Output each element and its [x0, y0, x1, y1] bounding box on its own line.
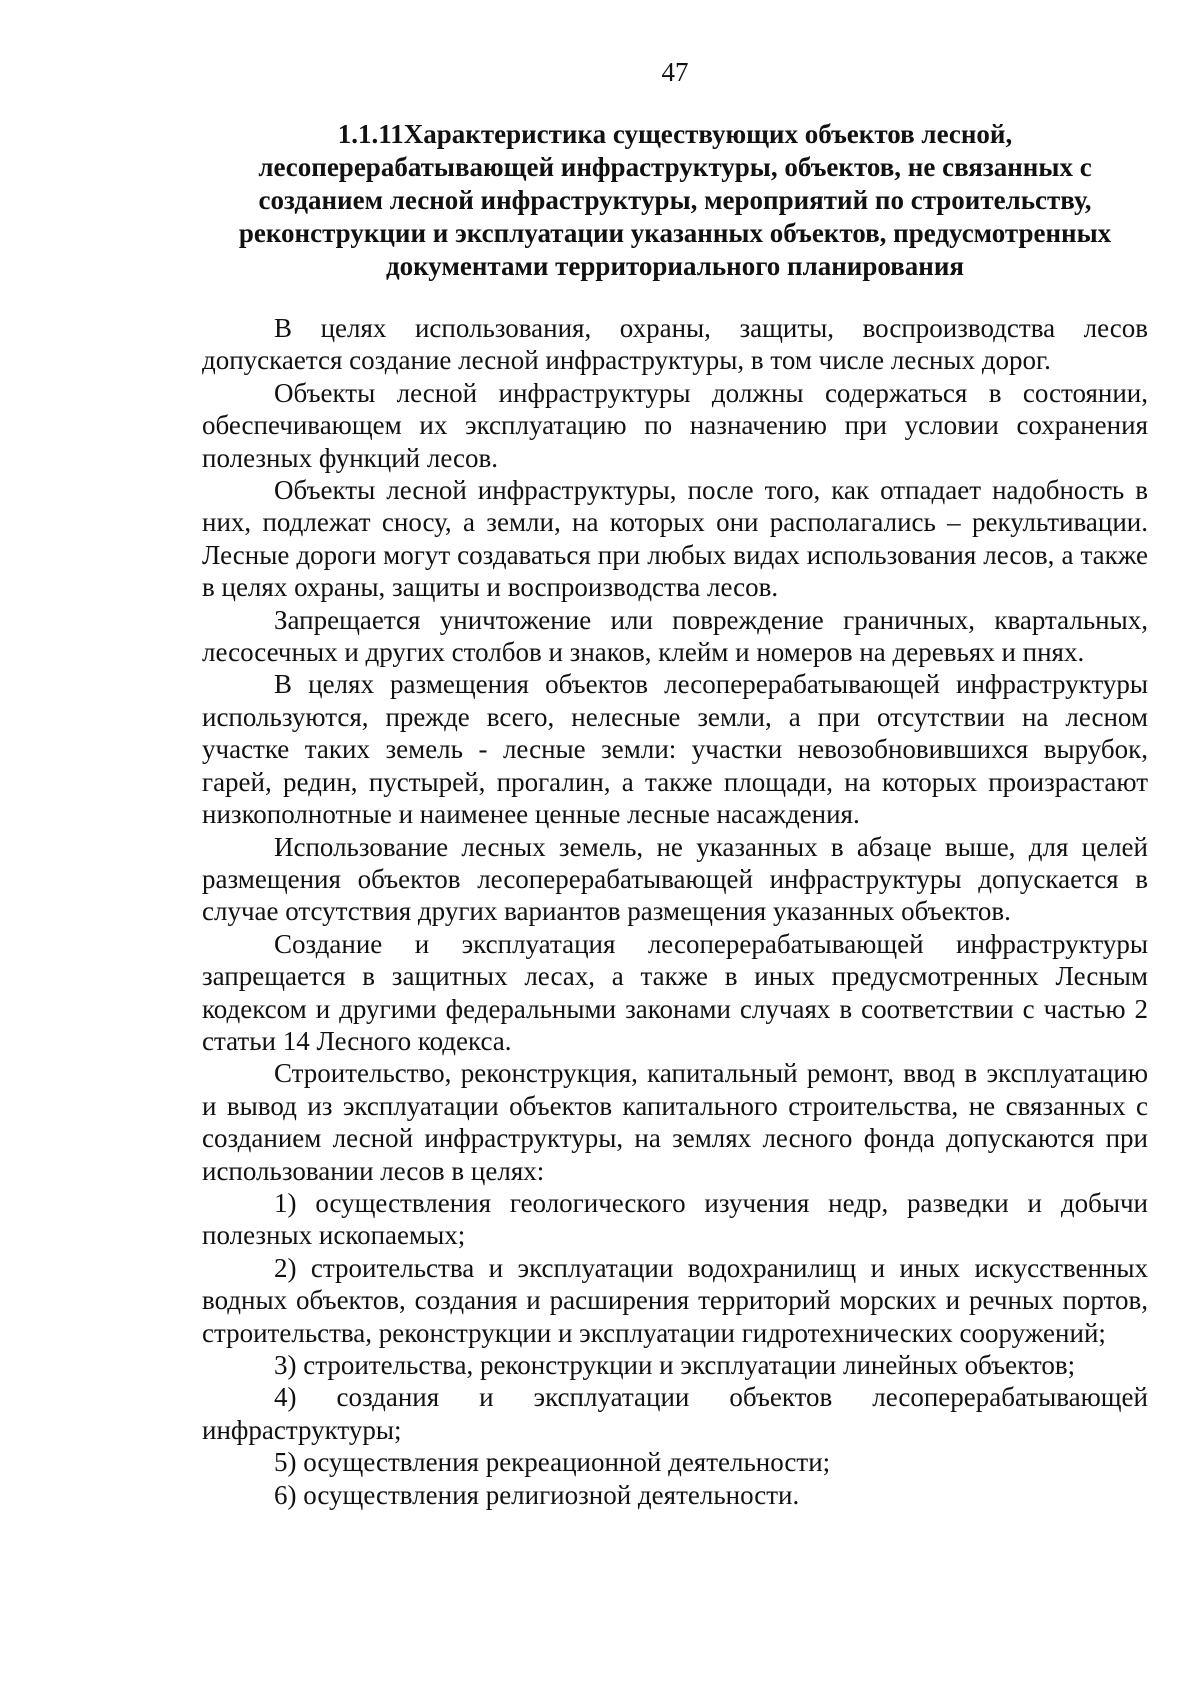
page-number: 47	[661, 57, 689, 87]
list-item: 3) строительства, реконструкции и эксплуатации линейных объектов;	[274, 1350, 1076, 1380]
list-item: 2) строительства и эксплуатации водохранилищ и иных искусственных водных объектов, создания и расширения территорий морских и речных портов, строительства, реконструкции и эксплуатации гидротехнических сооружений;	[202, 1252, 1148, 1348]
paragraph: Строительство, реконструкция, капитальный ремонт, ввод в эксплуатацию и вывод из эксплуатации объектов капитального строительства, не связанных с созданием лесной инфраструктуры, на землях лесного фонда допускаются при использовании лесов в целях:	[202, 1058, 1148, 1186]
paragraph: В целях размещения объектов лесоперерабатывающей инфраструктуры используются, прежде всего, нелесные земли, а при отсутствии на лесном участке таких земель - лесные земли: участки невозобновившихся вырубок, гарей, редин, пустырей, прогалин, а также площади, на которых произрастают низкополнотные и наименее ценные лесные насаждения.	[202, 669, 1148, 830]
paragraph: Создание и эксплуатация лесоперерабатывающей инфраструктуры запрещается в защитных лесах, а также в иных предусмотренных Лесным кодексом и другими федеральными законами случаях в соответствии с частью 2 статьи 14 Лесного кодекса.	[202, 928, 1148, 1056]
section-heading: 1.1.11Характеристика существующих объектов лесной, лесоперерабатывающей инфраструктуры, объектов, не связанных с созданием лесной инфраструктуры, мероприятий по строительству, реконструкции и эксплуатации указанных объектов, предусмотренных документами территориального планирования	[238, 119, 1112, 281]
list-item: 4) создания и эксплуатации объектов лесоперерабатывающей инфраструктуры;	[202, 1382, 1148, 1445]
paragraph: Использование лесных земель, не указанных в абзаце выше, для целей размещения объектов лесоперерабатывающей инфраструктуры допускается в случае отсутствия других вариантов размещения указанных объектов.	[202, 831, 1148, 927]
list-item: 1) осуществления геологического изучения недр, разведки и добычи полезных ископаемых;	[202, 1187, 1148, 1251]
body-text	[202, 312, 1148, 1511]
paragraph: Запрещается уничтожение или повреждение граничных, квартальных, лесосечных и других столбов и знаков, клейм и номеров на деревьях и пнях.	[202, 604, 1148, 668]
paragraph: В целях использования, охраны, защиты, воспроизводства лесов допускается создание лесной инфраструктуры, в том числе лесных дорог.	[202, 313, 1148, 376]
paragraph: Объекты лесной инфраструктуры, после того, как отпадает надобность в них, подлежат сносу, а земли, на которых они располагались – рекультивации. Лесные дороги могут создаваться при любых видах использования лесов, а также в целях охраны, защиты и воспроизводства лесов.	[202, 475, 1148, 603]
list-item: 6) осуществления религиозной деятельности.	[274, 1479, 800, 1510]
paragraph: Объекты лесной инфраструктуры должны содержаться в состоянии, обеспечивающем их эксплуатацию по назначению при условии сохранения полезных функций лесов.	[202, 377, 1148, 473]
list-item: 5) осуществления рекреационной деятельности;	[274, 1447, 831, 1478]
